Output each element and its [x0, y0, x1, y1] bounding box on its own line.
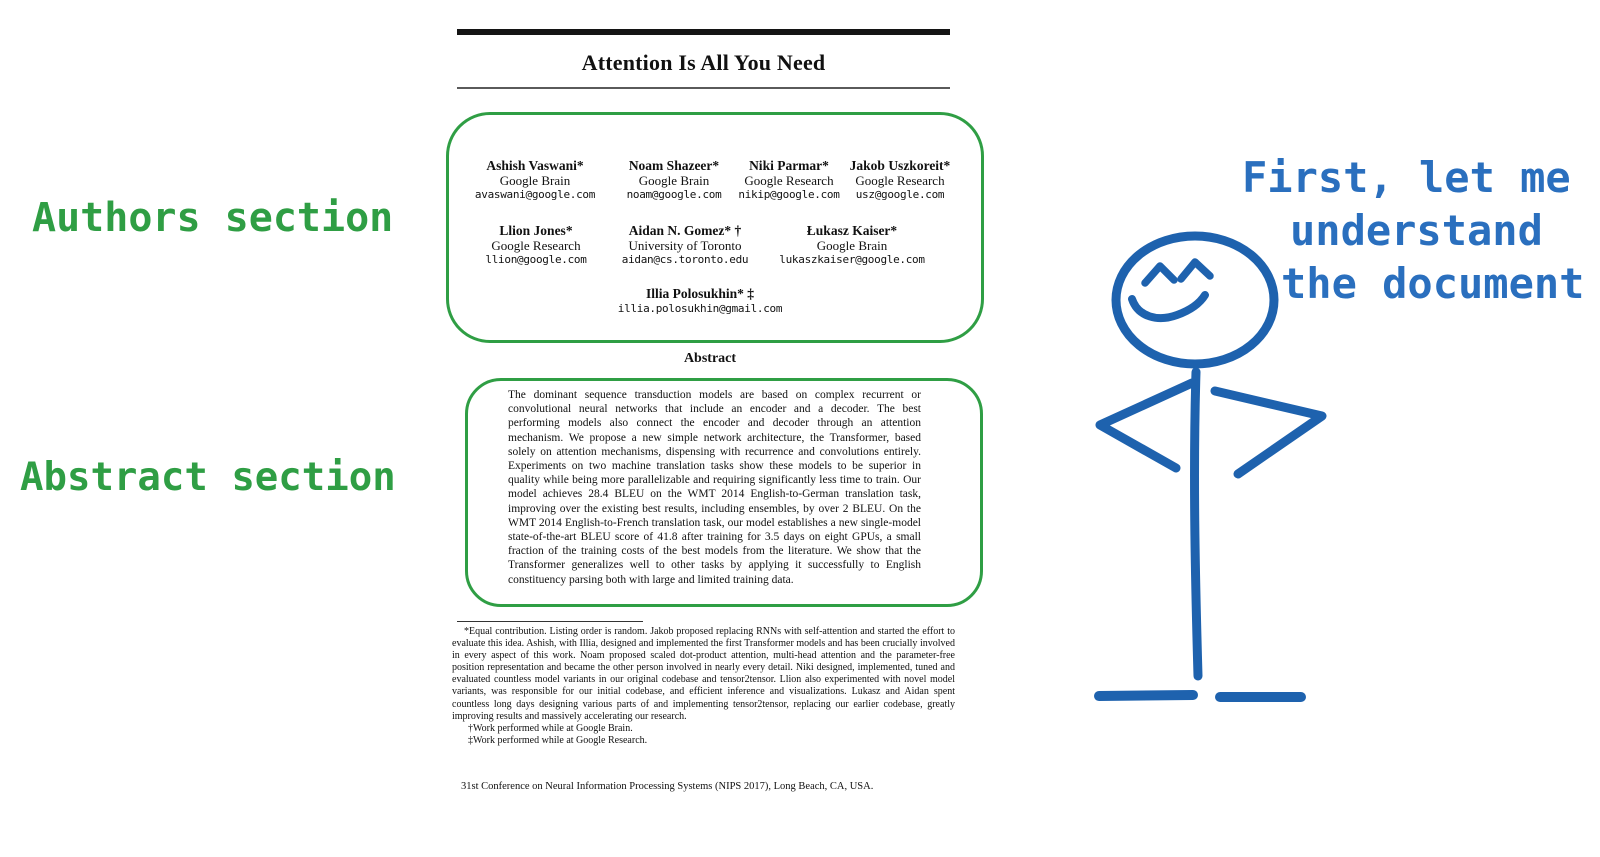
author-name: Łukasz Kaiser*	[806, 223, 898, 238]
abstract-heading: Abstract	[683, 351, 737, 366]
author-affiliation: University of Toronto	[628, 237, 742, 253]
footnote-double-dagger: ‡Work performed while at Google Research.	[468, 734, 648, 746]
stick-figure-left-arm	[1100, 383, 1192, 468]
paper-title: Attention Is All You Need	[581, 50, 826, 75]
author-email: nikip@google.com	[738, 188, 840, 201]
author-name: Noam Shazeer*	[628, 158, 720, 173]
author-affiliation: Google Brain	[499, 172, 571, 188]
author-card	[605, 287, 795, 315]
footnote-equal-contribution: *Equal contribution. Listing order is random. Jakob proposed replacing RNNs with self-attention and started the effort to evaluate this idea. Ashish, with Illia, designed and implemented the first Transformer models and has been crucially involved in every aspect of this work. Noam proposed scaled dot-product attention, multi-head attention and the parameter-free position representation and became the other person involved in nearly every detail. Niki designed, implemented, tuned and evaluated countless model variants in our original codebase and tensor2tensor. Llion also experimented with novel model variants, was responsible for our initial codebase, and efficient inference and visualizations. Lukasz and Aidan spent countless long days designing various parts of and implementing tensor2tensor, replacing our earlier codebase, greatly improving results and massively accelerating our research.	[452, 626, 955, 722]
footnote-block	[452, 626, 955, 747]
stick-figure-right-arm	[1215, 391, 1322, 474]
title-divider-rule	[457, 87, 950, 89]
speech-text-line-3: the document	[1281, 259, 1585, 308]
stick-figure-torso	[1195, 372, 1198, 676]
author-card	[590, 224, 780, 267]
author-name: Llion Jones*	[499, 223, 573, 238]
author-email: usz@google.com	[855, 188, 945, 201]
abstract-text: The dominant sequence transduction models are based on complex recurrent or convolutional neural networks that include an encoder and a decoder. The best performing models also connect the encoder and decoder through an attention mechanism. We propose a new simple network architecture, the Transformer, based solely on attention mechanisms, dispensing with recurrence and convolutions entirely. Experiments on two machine translation tasks show these models to be superior in quality while being more parallelizable and requiring significantly less time to train. Our model achieves 28.4 BLEU on the WMT 2014 English-to-German translation task, improving over the existing best results, including ensembles, by over 2 BLEU. On the WMT 2014 English-to-French translation task, our model establishes a new single-model state-of-the-art BLEU score of 41.8 after training for 3.5 days on eight GPUs, a small fraction of the training costs of the best models from the literature. We show that the Transformer generalizes well to other tasks by applying it successfully to English constituency parsing both with large and limited training data.	[508, 389, 921, 586]
author-name: Illia Polosukhin* ‡	[645, 286, 755, 301]
author-affiliation: Google Research	[491, 237, 581, 253]
author-email: lukaszkaiser@google.com	[779, 253, 925, 266]
author-name: Jakob Uszkoreit*	[849, 158, 951, 173]
stick-figure-left-foot	[1099, 695, 1193, 696]
abstract-section-label: Abstract section	[20, 455, 396, 500]
stick-figure-smile	[1132, 295, 1205, 318]
author-name: Niki Parmar*	[749, 158, 829, 173]
author-email: aidan@cs.toronto.edu	[621, 253, 749, 266]
author-email: illia.polosukhin@gmail.com	[617, 301, 783, 315]
footnote-rule	[457, 621, 643, 622]
author-affiliation: Google Research	[855, 172, 945, 188]
author-affiliation: Google Brain	[638, 172, 710, 188]
author-name: Ashish Vaswani*	[486, 158, 584, 173]
stick-figure-right-eye	[1181, 262, 1210, 279]
speech-text-line-1: First, let me	[1242, 153, 1571, 202]
author-card	[757, 224, 947, 267]
paper-top-rule	[457, 29, 950, 35]
author-affiliation: Google Research	[744, 172, 834, 188]
author-affiliation: Google Brain	[816, 237, 888, 253]
author-email: llion@google.com	[485, 253, 587, 266]
author-name: Aidan N. Gomez* †	[628, 223, 742, 238]
footnote-dagger: †Work performed while at Google Brain.	[468, 722, 633, 734]
author-card	[805, 159, 995, 202]
speech-text-line-2: understand	[1290, 206, 1543, 255]
author-email: noam@google.com	[626, 188, 722, 201]
stick-figure-head	[1116, 236, 1274, 364]
authors-section-label: Authors section	[32, 195, 394, 241]
stick-figure-left-eye	[1145, 266, 1174, 283]
conference-footer: 31st Conference on Neural Information Processing Systems (NIPS 2017), Long Beach, CA, USA.	[461, 781, 874, 792]
author-email: avaswani@google.com	[474, 188, 596, 201]
